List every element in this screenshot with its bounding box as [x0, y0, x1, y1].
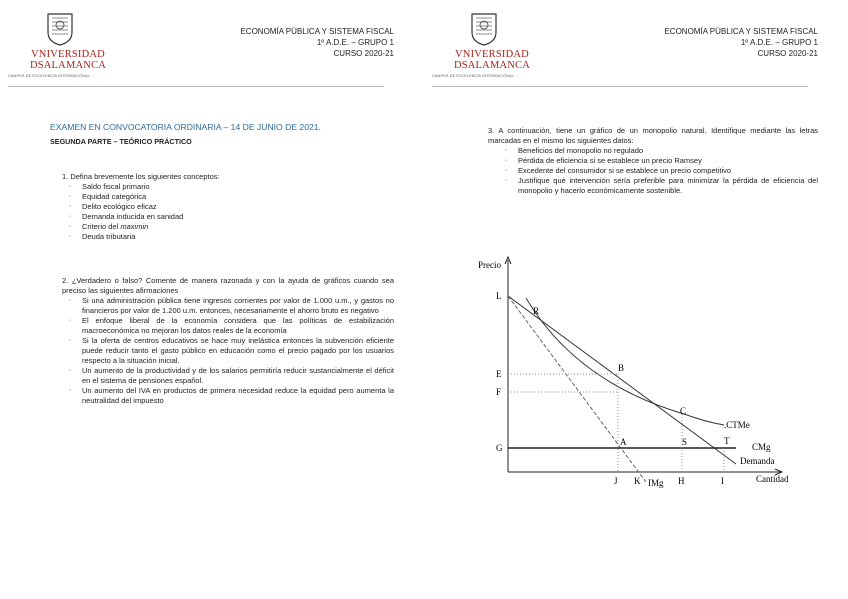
course-year: CURSO 2020-21 — [333, 49, 394, 58]
point-label: B — [618, 363, 625, 373]
list-item: ◦ Justifique qué intervención sería preferible para minimizar la pérdida de eficiencia del monopolio y hacerlo económicamente sostenible. — [500, 176, 818, 196]
series-ctme — [526, 298, 724, 425]
point-label: S — [682, 437, 688, 447]
list-item: ◦ Un aumento de la productividad y de los salarios permitiría reducir sustancialmente el déficit en el sistema de pensiones español. — [64, 366, 394, 386]
university-name-line2: DSALAMANCA — [29, 60, 107, 71]
list-item: ◦ Excedente del consumidor si se establece un precio competitivo — [500, 166, 818, 176]
course-header — [664, 26, 818, 59]
university-crest-icon — [46, 12, 74, 46]
university-name — [452, 49, 532, 71]
list-item: ◦ Deuda tributaria — [64, 232, 402, 242]
course-group: 1º A.D.E. – GRUPO 1 — [740, 38, 818, 47]
x-tick-label: K — [634, 476, 641, 486]
list-item: ◦ Beneficios del monopolio no regulado — [500, 146, 818, 156]
course-title: ECONOMÍA PÚBLICA Y SISTEMA FISCAL — [664, 27, 818, 36]
x-tick-label: I — [721, 476, 724, 486]
y-axis-label: Precio — [478, 260, 501, 270]
exam-subtitle: SEGUNDA PARTE – TEÓRICO PRÁCTICO — [50, 137, 192, 146]
university-name-line1: VNIVERSIDAD — [455, 49, 529, 60]
y-tick-label: F — [496, 387, 502, 397]
list-item-prefix: Criterio del — [82, 222, 121, 231]
series-label-ctme: .CTMe — [724, 420, 750, 430]
list-item-italic: maximin — [120, 222, 149, 231]
list-item: ◦ Si la oferta de centros educativos se hace muy inelástica entonces la subvención eficiente puede reducir tanto el gasto público en educación como el precio pagado por los usuarios respecto a la situación inicial. — [64, 336, 394, 366]
list-item: ◦ Si una administración pública tiene ingresos corrientes por valor de 1.000 u.m., y gastos no financieros por valor de 1.200 u.m. entonces, necesariamente el ahorro bruto es negativo — [64, 296, 394, 316]
list-item: ◦ Saldo fiscal primario — [64, 182, 402, 192]
university-crest-icon — [470, 12, 498, 46]
y-tick-label: L — [496, 291, 502, 301]
question-1-list — [64, 182, 402, 242]
y-tick-label: G — [496, 443, 503, 453]
list-item: ◦ El enfoque liberal de la economía considera que las políticas de estabilización macroeconómica no mejoran los datos reales de la economía — [64, 316, 394, 336]
point-label: R — [533, 306, 540, 316]
list-item — [64, 222, 402, 232]
x-tick-label: H — [678, 476, 685, 486]
campus-label: CAMPUS DE EXCELENCIA INTERNACIONAL — [432, 74, 514, 78]
university-name-line1: VNIVERSIDAD — [31, 49, 105, 60]
x-tick-label: J — [614, 476, 618, 486]
series-label-img: IMg — [648, 478, 664, 488]
question-2-stem: 2. ¿Verdadero o falso? Comente de manera razonada y con la ayuda de gráficos cuando sea preciso las siguientes afirmaciones — [62, 276, 394, 295]
campus-label: CAMPUS DE EXCELENCIA INTERNACIONAL — [8, 74, 90, 78]
course-header — [240, 26, 394, 59]
list-item: ◦ Pérdida de eficiencia si se establece un precio Ramsey — [500, 156, 818, 166]
exam-title: EXAMEN EN CONVOCATORIA ORDINARIA – 14 DE JUNIO DE 2021. — [50, 122, 321, 132]
header-divider — [432, 86, 808, 87]
x-axis-label: Cantidad — [756, 474, 789, 484]
point-label: T — [724, 436, 730, 446]
point-label: C — [680, 406, 687, 416]
question-3-list — [500, 146, 818, 196]
y-tick-label: E — [496, 369, 502, 379]
point-label: A — [620, 437, 627, 447]
list-item: ◦ Un aumento del IVA en productos de primera necesidad reduce la equidad pero aumenta la neutralidad del impuesto — [64, 386, 394, 406]
course-year: CURSO 2020-21 — [757, 49, 818, 58]
question-3-stem: 3. A continuación, tiene un gráfico de un monopolio natural. Identifique mediante las letras marcadas en el mismo los siguientes datos: — [488, 126, 818, 145]
list-item: ◦ Demanda inducida en sanidad — [64, 212, 402, 222]
monopoly-chart — [466, 252, 806, 492]
university-name-line2: DSALAMANCA — [453, 60, 531, 71]
question-2-list — [64, 296, 394, 406]
university-name — [28, 49, 108, 71]
series-img — [508, 296, 646, 482]
question-1-stem: 1. Defina brevemente los siguientes conceptos: — [62, 172, 220, 181]
question-2 — [62, 276, 394, 406]
series-label-demanda: Demanda — [740, 456, 775, 466]
series-label-ctme-text: CTMe — [726, 420, 750, 430]
header-divider — [8, 86, 384, 87]
series-label-cmg: CMg — [752, 442, 771, 452]
question-3 — [488, 126, 818, 196]
list-item: ◦ Equidad categórica — [64, 192, 402, 202]
list-item: ◦ Delito ecológico eficaz — [64, 202, 402, 212]
question-1 — [62, 172, 402, 242]
course-group: 1º A.D.E. – GRUPO 1 — [316, 38, 394, 47]
course-title: ECONOMÍA PÚBLICA Y SISTEMA FISCAL — [240, 27, 394, 36]
